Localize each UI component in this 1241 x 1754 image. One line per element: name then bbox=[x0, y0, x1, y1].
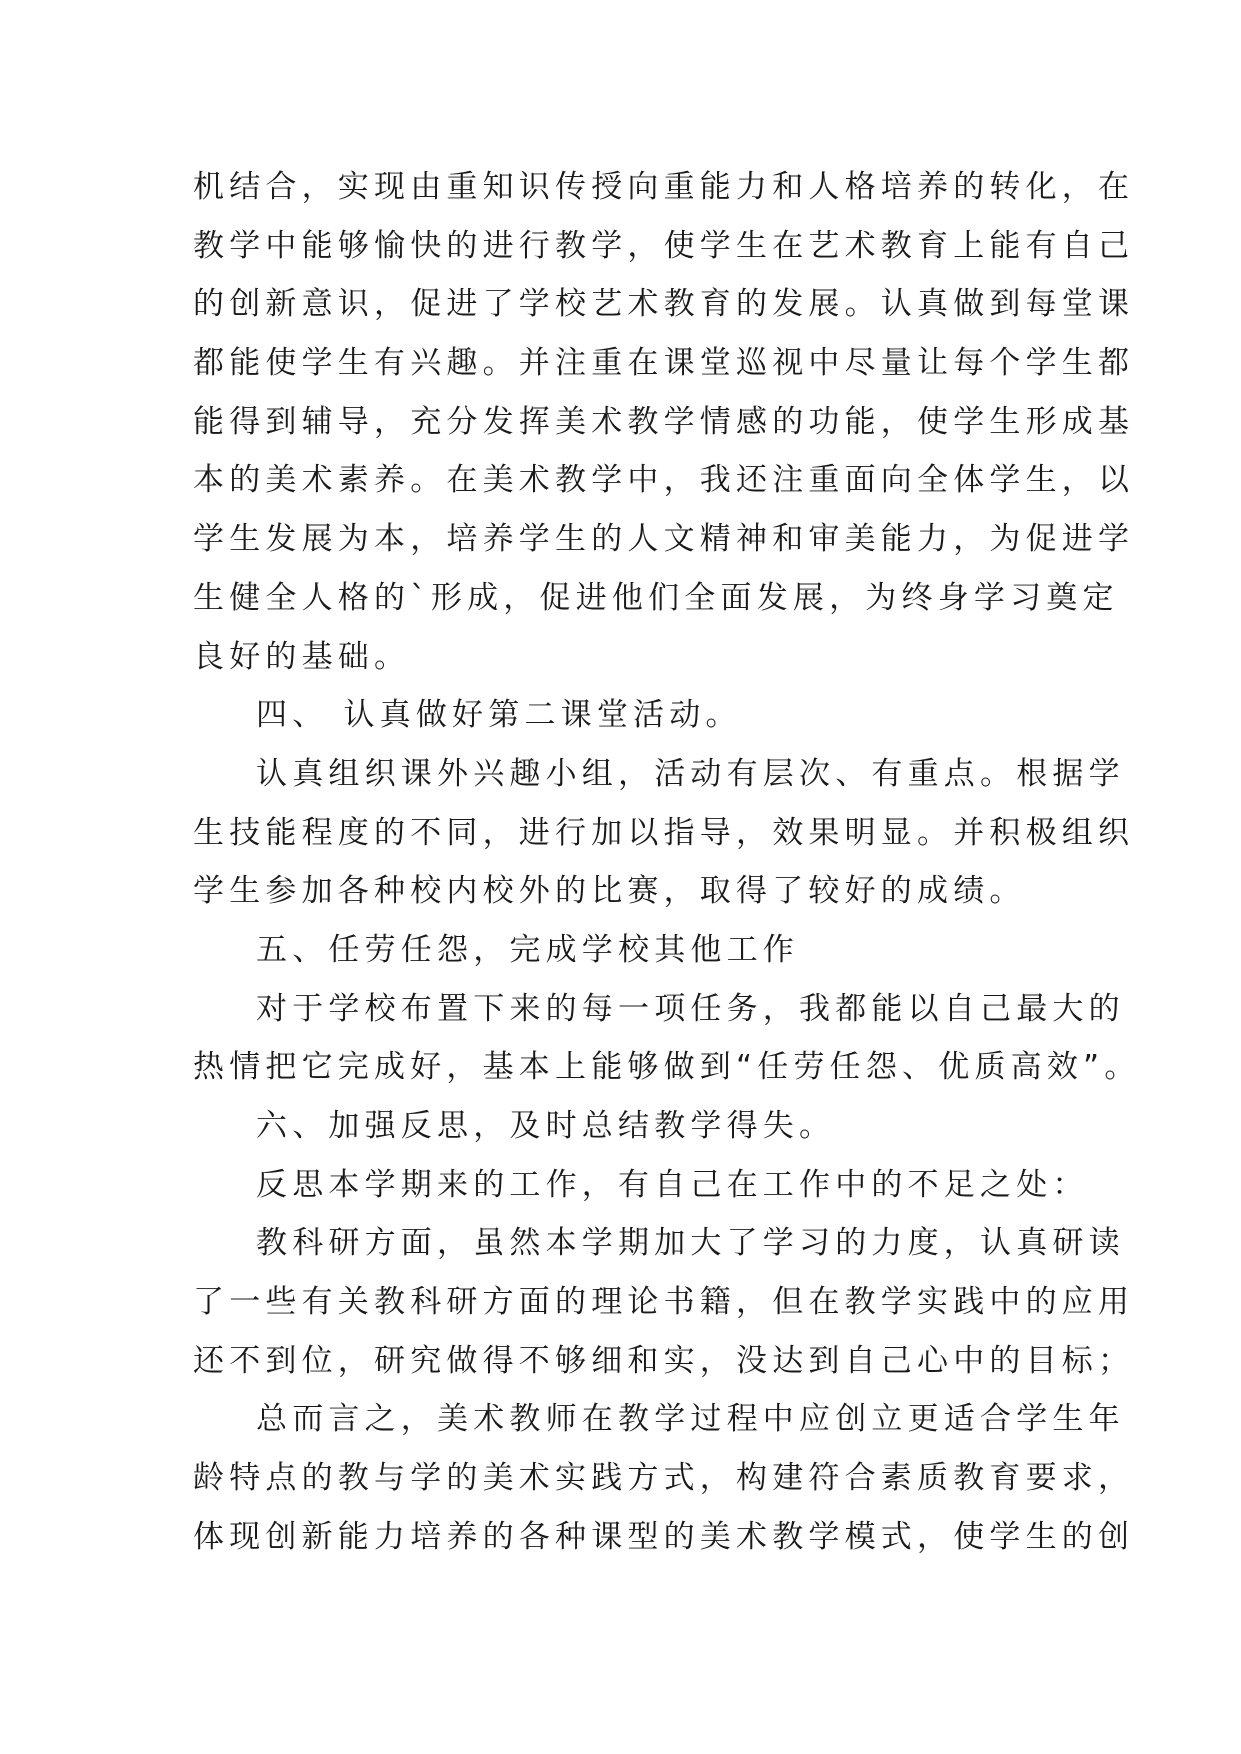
text-line: 学生参加各种校内校外的比赛，取得了较好的成绩。 bbox=[193, 873, 1026, 910]
text-line: 生技能程度的不同，进行加以指导，效果明显。并积极组织 bbox=[193, 814, 1135, 851]
text-line: 学生发展为本，培养学生的人文精神和审美能力，为促进学 bbox=[193, 521, 1135, 558]
paragraph-first-line: 对于学校布置下来的每一项任务，我都能以自己最大的 bbox=[256, 990, 1125, 1027]
paragraph-first-line: 五、任劳任怨，完成学校其他工作 bbox=[256, 931, 799, 968]
paragraph-first-line: 教科研方面，虽然本学期加大了学习的力度，认真研读 bbox=[256, 1225, 1125, 1262]
text-line: 教学中能够愉快的进行教学，使学生在艺术教育上能有自己 bbox=[193, 227, 1135, 264]
text-line: 热情把它完成好，基本上能够做到“任劳任怨、优质高效”。 bbox=[193, 1049, 1141, 1086]
text-line: 龄特点的教与学的美术实践方式，构建符合素质教育要求， bbox=[193, 1460, 1135, 1497]
paragraph-first-line: 总而言之，美术教师在教学过程中应创立更适合学生年 bbox=[256, 1401, 1125, 1438]
text-line: 还不到位，研究做得不够细和实，没达到自己心中的目标； bbox=[193, 1342, 1135, 1379]
text-line: 本的美术素养。在美术教学中，我还注重面向全体学生，以 bbox=[193, 462, 1135, 499]
text-line: 能得到辅导，充分发挥美术教学情感的功能，使学生形成基 bbox=[193, 403, 1135, 440]
text-line: 良好的基础。 bbox=[193, 638, 411, 675]
text-line: 的创新意识，促进了学校艺术教育的发展。认真做到每堂课 bbox=[193, 286, 1135, 323]
text-line: 了一些有关教科研方面的理论书籍，但在教学实践中的应用 bbox=[193, 1284, 1135, 1321]
paragraph-first-line: 四、 认真做好第二课堂活动。 bbox=[256, 697, 742, 734]
paragraph-first-line: 六、加强反思，及时总结教学得失。 bbox=[256, 1108, 836, 1144]
paragraph-first-line: 反思本学期来的工作，有自己在工作中的不足之处： bbox=[256, 1166, 1089, 1203]
text-line: 生健全人格的`形成，促进他们全面发展，为终身学习奠定 bbox=[193, 579, 1119, 616]
body-text bbox=[193, 158, 1141, 1567]
text-line: 机结合，实现由重知识传授向重能力和人格培养的转化，在 bbox=[193, 169, 1135, 205]
text-line: 都能使学生有兴趣。并注重在课堂巡视中尽量让每个学生都 bbox=[193, 345, 1135, 382]
text-line: 体现创新能力培养的各种课型的美术教学模式，使学生的创 bbox=[193, 1518, 1135, 1555]
paragraph-first-line: 认真组织课外兴趣小组，活动有层次、有重点。根据学 bbox=[256, 755, 1125, 792]
